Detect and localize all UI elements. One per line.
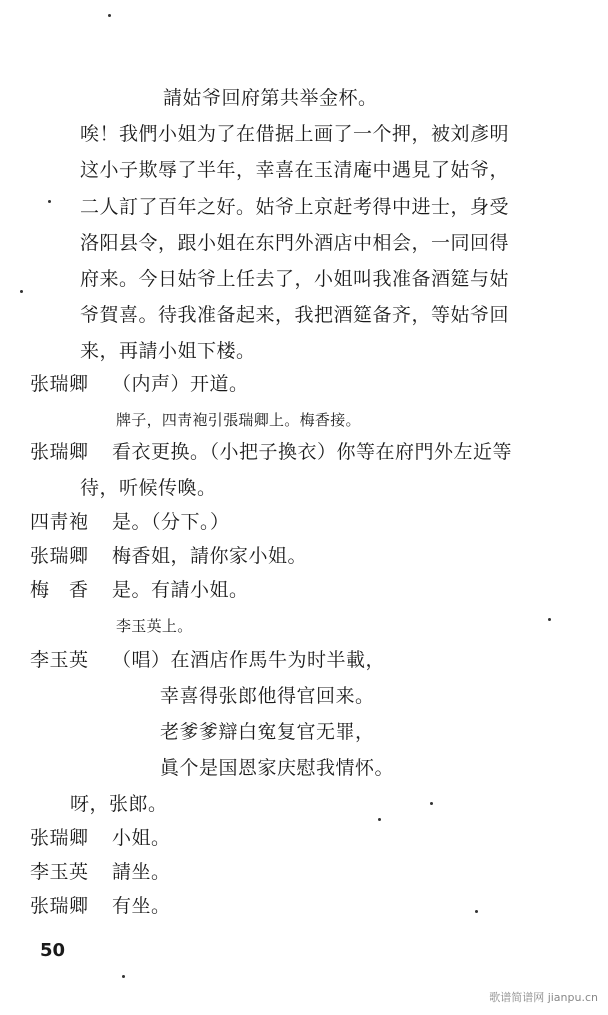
speaker-zhang-2: 张瑞卿 xyxy=(30,441,89,463)
text-line-7: 爷賀喜。待我准备起来，我把酒筵备齐，等姑爷回 xyxy=(80,304,510,326)
speaker-zhang-4: 张瑞卿 xyxy=(30,827,89,849)
verse-line-3: 眞个是国恩家庆慰我情怀。 xyxy=(160,757,395,779)
dialogue-line-9: 請坐。 xyxy=(112,861,171,883)
dialogue-line-6: （唱）在酒店作馬牛为时半載， xyxy=(112,649,386,671)
speaker-li-2: 李玉英 xyxy=(30,861,89,883)
verse-line-1: 幸喜得张郎他得官回来。 xyxy=(160,685,375,707)
speaker-qingpao: 四靑袍 xyxy=(30,511,89,533)
dialogue-line-7: 呀，张郎。 xyxy=(70,793,168,815)
speaker-zhang-1: 张瑞卿 xyxy=(30,373,89,395)
text-line-8: 来，再請小姐下楼。 xyxy=(80,340,256,362)
dialogue-line-2-cont: 待，听候传喚。 xyxy=(80,477,217,499)
stage-direction-1: 牌子，四靑袍引張瑞卿上。梅香接。 xyxy=(116,411,361,429)
scan-speck xyxy=(378,818,381,821)
page-number: 50 xyxy=(40,940,66,961)
speaker-zhang-3: 张瑞卿 xyxy=(30,545,89,567)
text-line-6: 府来。今日姑爷上任去了，小姐叫我准备酒筵与姑 xyxy=(80,268,510,290)
text-line-4: 二人訂了百年之好。姑爷上京赶考得中进士，身受 xyxy=(80,196,510,218)
verse-line-2: 老爹爹辯白寃复官无罪， xyxy=(160,721,375,743)
scan-speck xyxy=(475,910,478,913)
text-line-3: 这小子欺辱了半年，幸喜在玉清庵中遇見了姑爷， xyxy=(80,159,510,181)
stage-direction-2: 李玉英上。 xyxy=(116,617,193,635)
dialogue-line-1: （内声）开道。 xyxy=(112,373,249,395)
text-line-2: 唉！我們小姐为了在借据上画了一个押，被刘彥明 xyxy=(80,123,510,145)
scan-speck xyxy=(430,802,433,805)
speaker-zhang-5: 张瑞卿 xyxy=(30,895,89,917)
dialogue-line-4: 梅香姐，請你家小姐。 xyxy=(112,545,308,567)
scan-speck xyxy=(20,290,23,293)
dialogue-line-5: 是。有請小姐。 xyxy=(112,579,249,601)
scan-speck xyxy=(108,14,111,17)
scan-speck xyxy=(548,618,551,621)
watermark-text: 歌谱简谱网 jianpu.cn xyxy=(489,991,598,1004)
dialogue-line-2: 看衣更换。（小把子換衣）你等在府門外左近等 xyxy=(112,441,513,463)
dialogue-line-10: 有坐。 xyxy=(112,895,171,917)
scan-speck xyxy=(48,200,51,203)
dialogue-line-8: 小姐。 xyxy=(112,827,171,849)
text-line-1: 請姑爷回府第共举金杯。 xyxy=(163,87,378,109)
speaker-li-1: 李玉英 xyxy=(30,649,89,671)
speaker-meixiang: 梅 香 xyxy=(30,579,89,601)
dialogue-line-3: 是。（分下。） xyxy=(112,511,230,533)
scan-speck xyxy=(122,975,125,978)
text-line-5: 洛阳县令，跟小姐在东門外酒店中相会，一同回得 xyxy=(80,232,510,254)
